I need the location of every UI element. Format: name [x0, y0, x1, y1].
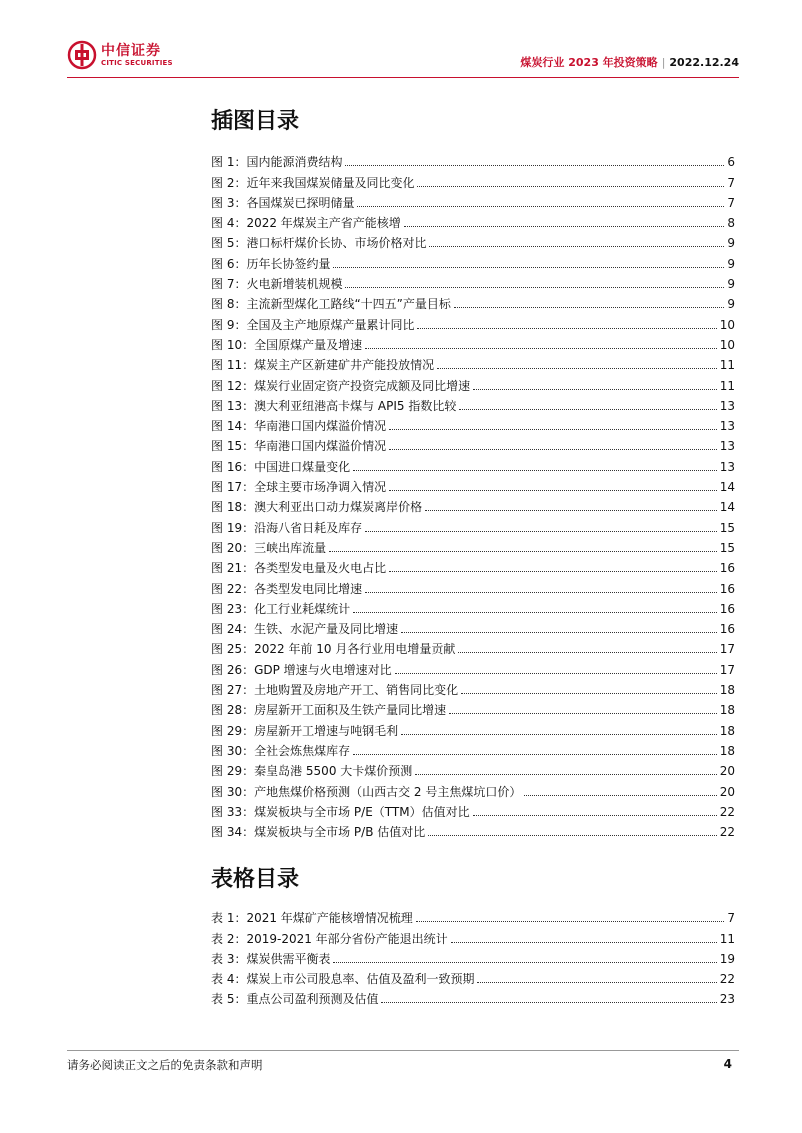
toc-dot-leader [381, 1002, 716, 1003]
figure-toc-entry[interactable] [211, 394, 735, 414]
toc-dot-leader [428, 835, 716, 836]
toc-entry-label: 图 33： [211, 804, 255, 819]
toc-entry-title: 煤炭行业固定资产投资完成额及同比增速 [254, 378, 471, 393]
toc-entry-title: 2021 年煤矿产能核增情况梳理 [246, 911, 413, 926]
title-separator: | [661, 56, 666, 69]
toc-dot-leader [333, 962, 716, 963]
figure-toc-entry[interactable] [211, 698, 735, 718]
figure-toc-entry[interactable] [211, 170, 735, 190]
toc-entry-label: 图 7： [211, 277, 247, 292]
toc-entry-page: 17 [719, 642, 735, 657]
header-divider [67, 77, 739, 78]
toc-entry-title: 煤炭主产区新建矿井产能投放情况 [254, 358, 435, 373]
toc-entry-title: 华南港口国内煤溢价情况 [254, 439, 387, 454]
toc-entry-label: 图 23： [211, 601, 255, 616]
tables-heading: 表格目录 [211, 867, 300, 892]
toc-entry-label: 表 5： [211, 992, 247, 1007]
toc-dot-leader [389, 490, 717, 491]
toc-entry-title: 澳大利亚纽港高卡煤与 API5 指数比较 [254, 398, 457, 413]
table-toc-entry[interactable] [211, 947, 735, 967]
toc-entry-page: 17 [719, 662, 735, 677]
toc-dot-leader [437, 368, 717, 369]
toc-entry-title: 全国原煤产量及增速 [254, 337, 363, 352]
toc-entry-title: 三峡出库流量 [254, 540, 327, 555]
figure-toc-entry[interactable] [211, 231, 735, 251]
toc-entry-page: 13 [719, 398, 735, 413]
toc-dot-leader [345, 287, 724, 288]
figure-toc-entry[interactable] [211, 373, 735, 393]
toc-entry-page: 13 [719, 439, 735, 454]
toc-entry-label: 图 27： [211, 683, 255, 698]
toc-dot-leader [353, 754, 717, 755]
toc-entry-title: 历年长协签约量 [246, 256, 331, 271]
toc-entry-title: GDP 增速与火电增速对比 [254, 662, 392, 677]
toc-dot-leader [365, 348, 717, 349]
toc-dot-leader [461, 693, 717, 694]
figure-toc-entry[interactable] [211, 800, 735, 820]
toc-entry-label: 图 14： [211, 419, 255, 434]
toc-entry-label: 图 15： [211, 439, 255, 454]
toc-dot-leader [477, 982, 716, 983]
toc-entry-page: 16 [719, 622, 735, 637]
toc-entry-page: 19 [719, 951, 735, 966]
toc-entry-label: 图 5： [211, 236, 247, 251]
table-toc-entry[interactable] [211, 906, 735, 926]
toc-entry-label: 图 25： [211, 642, 255, 657]
toc-entry-page: 15 [719, 520, 735, 535]
toc-dot-leader [425, 510, 717, 511]
toc-entry-title: 2019-2021 年部分省份产能退出统计 [246, 931, 448, 946]
toc-entry-label: 表 1： [211, 911, 247, 926]
toc-entry-page: 14 [719, 500, 735, 515]
toc-entry-title: 化工行业耗煤统计 [254, 601, 351, 616]
toc-dot-leader [459, 409, 716, 410]
report-title: 煤炭行业 2023 年投资策略 [520, 56, 658, 69]
toc-entry-page: 10 [719, 317, 735, 332]
toc-entry-page: 15 [719, 540, 735, 555]
toc-entry-title: 煤炭供需平衡表 [246, 951, 331, 966]
toc-entry-page: 18 [719, 703, 735, 718]
footer-divider [67, 1050, 739, 1051]
toc-entry-label: 图 13： [211, 398, 255, 413]
figure-toc-entry[interactable] [211, 617, 735, 637]
toc-entry-label: 图 26： [211, 662, 255, 677]
toc-dot-leader [353, 470, 717, 471]
toc-entry-title: 煤炭上市公司股息率、估值及盈利一致预期 [246, 972, 475, 987]
document-title [520, 54, 739, 70]
figure-toc-entry[interactable] [211, 434, 735, 454]
toc-entry-title: 近年来我国煤炭储量及同比变化 [246, 175, 415, 190]
toc-entry-title: 各类型发电量及火电占比 [254, 561, 387, 576]
toc-dot-leader [429, 246, 724, 247]
toc-dot-leader [401, 734, 717, 735]
toc-entry-title: 2022 年煤炭主产省产能核增 [246, 216, 401, 231]
toc-dot-leader [458, 652, 716, 653]
toc-entry-page: 9 [727, 277, 735, 292]
toc-entry-label: 图 16： [211, 459, 255, 474]
toc-entry-page: 11 [719, 358, 735, 373]
toc-entry-label: 图 12： [211, 378, 255, 393]
toc-dot-leader [415, 774, 716, 775]
toc-entry-title: 煤炭板块与全市场 P/E（TTM）估值对比 [254, 804, 470, 819]
toc-entry-label: 图 18： [211, 500, 255, 515]
toc-entry-label: 图 30： [211, 743, 255, 758]
toc-entry-label: 图 11： [211, 358, 255, 373]
citic-logo [67, 40, 197, 72]
toc-dot-leader [401, 632, 717, 633]
figure-toc-entry[interactable] [211, 637, 735, 657]
figure-toc-entry[interactable] [211, 312, 735, 332]
figure-toc-entry[interactable] [211, 475, 735, 495]
toc-entry-title: 秦皇岛港 5500 大卡煤价预测 [254, 764, 413, 779]
toc-dot-leader [389, 429, 717, 430]
toc-entry-page: 13 [719, 419, 735, 434]
toc-entry-title: 港口标杆煤价长协、市场价格对比 [246, 236, 427, 251]
toc-entry-title: 全国及主产地原煤产量累计同比 [246, 317, 415, 332]
figure-toc-entry[interactable] [211, 292, 735, 312]
toc-entry-page: 7 [727, 175, 735, 190]
footer-disclaimer: 请务必阅读正文之后的免责条款和声明 [67, 1058, 263, 1072]
toc-entry-page: 11 [719, 378, 735, 393]
toc-entry-page: 20 [719, 784, 735, 799]
toc-dot-leader [417, 186, 724, 187]
toc-entry-title: 重点公司盈利预测及估值 [246, 992, 379, 1007]
toc-entry-title: 沿海八省日耗及库存 [254, 520, 363, 535]
figure-toc-entry[interactable] [211, 536, 735, 556]
toc-entry-page: 18 [719, 743, 735, 758]
page-number: 4 [723, 1057, 732, 1071]
logo-chinese-name: 中信证券 [101, 43, 161, 59]
toc-entry-label: 图 28： [211, 703, 255, 718]
toc-entry-label: 图 9： [211, 317, 247, 332]
toc-entry-page: 8 [727, 216, 735, 231]
toc-entry-title: 生铁、水泥产量及同比增速 [254, 622, 399, 637]
toc-dot-leader [345, 165, 724, 166]
toc-entry-label: 图 19： [211, 520, 255, 535]
toc-entry-label: 图 2： [211, 175, 247, 190]
toc-entry-page: 23 [719, 992, 735, 1007]
toc-dot-leader [473, 815, 717, 816]
toc-entry-page: 9 [727, 297, 735, 312]
figure-toc-entry[interactable] [211, 191, 735, 211]
toc-entry-title: 各国煤炭已探明储量 [246, 195, 355, 210]
toc-entry-page: 16 [719, 601, 735, 616]
toc-entry-title: 澳大利亚出口动力煤炭离岸价格 [254, 500, 423, 515]
toc-entry-title: 华南港口国内煤溢价情况 [254, 419, 387, 434]
figure-toc-entry[interactable] [211, 657, 735, 677]
figure-toc-entry[interactable] [211, 718, 735, 738]
figure-toc-entry[interactable] [211, 150, 735, 170]
toc-dot-leader [329, 551, 717, 552]
toc-dot-leader [333, 267, 724, 268]
toc-dot-leader [353, 612, 717, 613]
toc-entry-title: 2022 年前 10 月各行业用电增量贡献 [254, 642, 456, 657]
logo-english-name: CITIC SECURITIES [101, 59, 173, 67]
toc-entry-label: 图 3： [211, 195, 247, 210]
toc-entry-title: 各类型发电同比增速 [254, 581, 363, 596]
toc-entry-title: 主流新型煤化工路线“十四五”产量目标 [246, 297, 451, 312]
toc-entry-title: 产地焦煤价格预测（山西古交 2 号主焦煤坑口价） [254, 784, 522, 799]
toc-dot-leader [454, 307, 724, 308]
toc-entry-page: 16 [719, 581, 735, 596]
toc-entry-label: 表 3： [211, 951, 247, 966]
toc-entry-title: 煤炭板块与全市场 P/B 估值对比 [254, 825, 426, 840]
citic-logo-icon [67, 40, 97, 70]
figure-toc-entry[interactable] [211, 556, 735, 576]
figure-toc-entry[interactable] [211, 820, 735, 840]
tables-toc-list [211, 906, 735, 1007]
figure-toc-entry[interactable] [211, 333, 735, 353]
report-date: 2022.12.24 [669, 56, 739, 69]
toc-entry-label: 图 29： [211, 764, 255, 779]
toc-entry-page: 9 [727, 256, 735, 271]
toc-entry-page: 22 [719, 972, 735, 987]
toc-entry-label: 图 20： [211, 540, 255, 555]
toc-entry-label: 图 10： [211, 337, 255, 352]
toc-entry-title: 房屋新开工面积及生铁产量同比增速 [254, 703, 447, 718]
toc-entry-page: 7 [727, 911, 735, 926]
toc-entry-label: 图 24： [211, 622, 255, 637]
toc-entry-label: 图 1： [211, 155, 247, 170]
toc-dot-leader [389, 571, 717, 572]
toc-entry-page: 18 [719, 683, 735, 698]
toc-entry-label: 图 17： [211, 480, 255, 495]
toc-entry-page: 7 [727, 195, 735, 210]
figure-toc-entry[interactable] [211, 759, 735, 779]
figure-toc-entry[interactable] [211, 515, 735, 535]
toc-dot-leader [449, 713, 717, 714]
toc-dot-leader [416, 921, 725, 922]
figure-toc-entry[interactable] [211, 454, 735, 474]
toc-entry-label: 图 34： [211, 825, 255, 840]
toc-entry-page: 20 [719, 764, 735, 779]
toc-dot-leader [365, 592, 717, 593]
toc-dot-leader [404, 226, 725, 227]
toc-entry-title: 中国进口煤量变化 [254, 459, 351, 474]
toc-entry-title: 房屋新开工增速与吨钢毛利 [254, 723, 399, 738]
figure-toc-entry[interactable] [211, 414, 735, 434]
table-toc-entry[interactable] [211, 967, 735, 987]
toc-entry-label: 表 4： [211, 972, 247, 987]
figure-toc-entry[interactable] [211, 272, 735, 292]
figure-toc-entry[interactable] [211, 739, 735, 759]
toc-entry-page: 10 [719, 337, 735, 352]
figure-toc-entry[interactable] [211, 597, 735, 617]
figure-toc-entry[interactable] [211, 211, 735, 231]
toc-entry-title: 火电新增装机规模 [246, 277, 343, 292]
toc-entry-label: 图 21： [211, 561, 255, 576]
figures-toc-list [211, 150, 735, 840]
toc-dot-leader [365, 531, 717, 532]
toc-entry-page: 18 [719, 723, 735, 738]
toc-entry-page: 22 [719, 804, 735, 819]
toc-entry-label: 图 30： [211, 784, 255, 799]
toc-entry-page: 13 [719, 459, 735, 474]
toc-entry-label: 表 2： [211, 931, 247, 946]
figure-toc-entry[interactable] [211, 495, 735, 515]
toc-entry-label: 图 22： [211, 581, 255, 596]
figure-toc-entry[interactable] [211, 251, 735, 271]
toc-entry-page: 11 [719, 931, 735, 946]
table-toc-entry[interactable] [211, 987, 735, 1007]
table-toc-entry[interactable] [211, 926, 735, 946]
figure-toc-entry[interactable] [211, 678, 735, 698]
figure-toc-entry[interactable] [211, 576, 735, 596]
toc-entry-page: 9 [727, 236, 735, 251]
toc-entry-page: 16 [719, 561, 735, 576]
toc-dot-leader [389, 449, 717, 450]
toc-dot-leader [357, 206, 724, 207]
toc-dot-leader [473, 389, 717, 390]
toc-entry-title: 全社会炼焦煤库存 [254, 743, 351, 758]
toc-entry-label: 图 29： [211, 723, 255, 738]
figure-toc-entry[interactable] [211, 353, 735, 373]
toc-dot-leader [395, 673, 717, 674]
figure-toc-entry[interactable] [211, 779, 735, 799]
toc-entry-page: 22 [719, 825, 735, 840]
toc-entry-label: 图 4： [211, 216, 247, 231]
toc-dot-leader [524, 795, 716, 796]
toc-entry-page: 6 [727, 155, 735, 170]
toc-entry-page: 14 [719, 480, 735, 495]
figures-heading: 插图目录 [211, 109, 300, 134]
page-header [67, 38, 739, 74]
toc-entry-title: 国内能源消费结构 [246, 155, 343, 170]
toc-entry-label: 图 8： [211, 297, 247, 312]
toc-dot-leader [451, 942, 717, 943]
toc-entry-label: 图 6： [211, 256, 247, 271]
toc-dot-leader [417, 328, 716, 329]
toc-entry-title: 土地购置及房地产开工、销售同比变化 [254, 683, 459, 698]
toc-entry-title: 全球主要市场净调入情况 [254, 480, 387, 495]
